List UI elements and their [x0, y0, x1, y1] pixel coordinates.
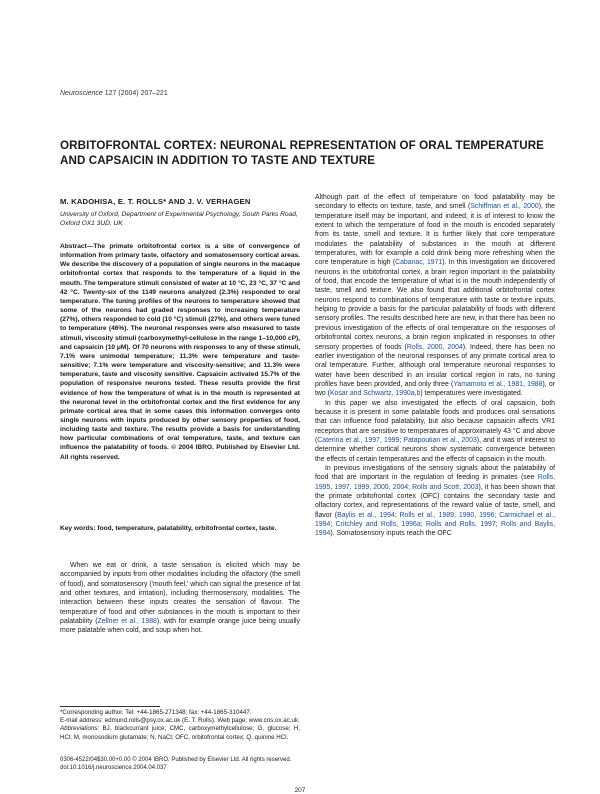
text-run: In previous investigations of the sensory signals about the palatability of food that are important in the regulation of feeding in primates (see — [315, 464, 555, 482]
footnote-divider — [60, 706, 160, 707]
text-run: In this paper we also investigated the effects of oral capsaicin, both because it is present in some palatable foods and produces oral sensations that can influence food palatability, but also because capsaicin affects VR1 receptors that are sensitive to temperatures of approximately 43 °C and above ( — [315, 399, 555, 444]
abbreviations-text: BJ, blackcurrant juice; CMC, carboxymethylcellulose; G, glucose; H, HCl; M, monosodium glutamate; N, NaCl; OFC, orbitofrontal cortex; Q, quinine HCl. — [60, 725, 300, 741]
intro-left-column — [60, 561, 300, 636]
copyright-block — [60, 756, 560, 772]
citation-link[interactable]: Cabanac, 1971 — [395, 259, 443, 267]
abstract: Abstract—The primate orbitofrontal cortex is a site of convergence of information from primary taste, olfactory and somatosensory cortical areas. We describe the discovery of a population of single neurons in the macaque orbitofrontal cortex that responds to the temperature of a liquid in the mouth. The temperature stimuli consisted of water at 10 °C, 23 °C, 37 °C and 42 °C. Twenty-six of the 1149 neurons analyzed (2.3%) responded to oral temperature. The tuning profiles of the neurons to temperature showed that some of the neurons had graded responses to increasing temperature (27%), others responded to cold (10 °C) stimuli (27%), and others were tuned to temperature (46%). The neuronal responses were also measured to taste stimuli, viscosity stimuli (carboxymethyl-cellulose in the range 1–10,000 cP), and capsaicin (10 μM). Of 70 neurons with responses to any of these stimuli, 7.1% were unimodal temperature; 11.3% were temperature and taste-sensitive; 7.1% were temperature and viscosity-sensitive; and 11.3% were temperature, taste and viscosity sensitive. Capsaicin activated 15.7% of the population of responsive neurons tested. These results provide the first evidence of how the temperature of what is in the mouth is represented at the neuronal level in the orbitofrontal cortex and the first evidence for any primate cortical area that in some cases this information converges onto single neurons with inputs produced by other sensory properties of food, including taste and texture. The results provide a basis for understanding how particular combinations of oral temperature, taste, and texture can influence the palatability of foods. © 2004 IBRO. Published by Elsevier Ltd. All rights reserved. — [60, 243, 300, 461]
citation-link[interactable]: Rolls, 1995, 1997, 1999, 2000, 2004; Rolls and Scott, 2003 — [315, 474, 555, 491]
citation-link[interactable]: Zellner et al., 1988 — [97, 618, 157, 626]
author-list: M. KADOHISA, E. T. ROLLS* AND J. V. VERHAGEN — [60, 197, 251, 206]
text-run: ), and it was of interest to determine whether cortical neurons show systematic convergence between the effects of certain temperatures and the effects of capsaicin in the mouth. — [315, 436, 555, 463]
journal-citation — [60, 90, 168, 97]
text-run: When we eat or drink, a taste sensation is elicited which may be accompanied by inputs from other modalities including the olfactory (the smell of food), and somatosensory ('mouth feel,' which can signal the presence of fat and other textures, and irritation), including thermosensory, modalities. The interaction between these inputs creates the sensation of flavour. The temperature of food and other substances in the mouth is important to their palatability ( — [60, 562, 300, 626]
article-title: ORBITOFRONTAL CORTEX: NEURONAL REPRESENTATION OF ORAL TEMPERATURE AND CAPSAICIN IN ADDITION TO TASTE AND TEXTURE — [60, 139, 544, 167]
corresponding-author-note: *Corresponding author. Tel: +44-1865-271348; fax: +44-1865-310447. — [60, 709, 252, 716]
citation-link[interactable]: Kosar and Schwartz, 1990a,b — [329, 390, 421, 398]
copyright-notice: 0306-4522/04$30.00+0.00 © 2004 IBRO. Published by Elsevier Ltd. All rights reserved. — [60, 757, 292, 763]
intro-paragraph — [315, 399, 555, 464]
text-run: ), the temperature itself may be important, and indeed, it is of interest to know the extent to which the temperature of food in the mouth is encoded separately from its taste, smell and texture. It is further likely that core temperature modulates the palatability of substances in the mouth at different temperatures, with for example a cold drink being more refreshing when the core temperature is high ( — [315, 203, 556, 267]
citation-link[interactable]: Caterina et al., 1997, 1999; Patapoutian et al., 2003 — [317, 436, 477, 444]
citation-link[interactable]: Schiffman et al., 2000 — [470, 203, 539, 211]
intro-paragraph — [315, 193, 555, 399]
intro-paragraph — [315, 464, 555, 539]
intro-right-column — [315, 193, 555, 539]
volume-pages: 127 (2004) 207–221 — [104, 90, 168, 97]
abbreviations-note — [60, 725, 300, 741]
journal-name: Neuroscience — [60, 90, 103, 97]
doi[interactable]: doi:10.1016/j.neuroscience.2004.04.037 — [60, 765, 167, 771]
text-run: ), or two ( — [315, 380, 555, 398]
text-run: ). Somatosensory inputs reach the OFC — [330, 530, 452, 538]
intro-paragraph — [60, 561, 300, 636]
text-run: ) temperatures were investigated. — [420, 390, 523, 398]
email-note: E-mail address: edmund.rolls@psy.ox.ac.uk (E. T. Rolls). Web page: www.cns.ox.ac.uk. — [60, 717, 300, 725]
text-run: ), with for example orange juice being usually more palatable when cold, and soup when hot. — [60, 618, 300, 635]
affiliation: University of Oxford, Department of Experimental Psychology, South Parks Road, Oxford OX1 3UD, UK — [60, 211, 298, 227]
citation-link[interactable]: Yamamoto et al., 1981, 1988 — [453, 380, 543, 388]
citation-link[interactable]: Baylis et al., 1994; Rolls et al., 1989, 1990, 1996; Carmichael et al., 1994; Critchley and Rolls, 1996a; Rolls and Rolls, 1997; Rolls and Baylis, 1994 — [315, 511, 555, 538]
abbreviations-label: Abbreviations: — [60, 725, 100, 733]
text-run: ). In this investigation we discovered neurons in the orbitofrontal cortex, a brain region important in the palatability of food, that encode the temperature of what is in the mouth independently of taste, smell and texture. We also found that additional orbitofrontal cortex neurons respond to combinations of temperature with taste or texture inputs, helping to provide a basis for the particular palatability of foods with different sensory profiles. The results described here are new, in that there has been no previous investigation of the effects of oral temperature on the responses of orbitofrontal cortex neurons, a brain region implicated in responses to other sensory properties of foods ( — [315, 259, 555, 351]
keywords: Key words: food, temperature, palatability, orbitofrontal cortex, taste. — [60, 525, 277, 532]
page-number: 207 — [294, 787, 306, 794]
text-run: ). Indeed, there has been no earlier investigation of the neuronal responses of any primate cortical area to oral temperature. Further, although oral temperature neuronal responses to water have been described in an insular cortical region in rats, no tuning profiles have been provided, and only three ( — [315, 343, 555, 388]
text-run: Although part of the effect of temperature on food palatability may be secondary to effects on texture, taste, and smell ( — [315, 194, 555, 211]
text-run: ), it has been shown that the primate orbitofrontal cortex (OFC) contains the secondary taste and olfactory cortex, and representations of the reward value of taste, smell, and flavor ( — [315, 483, 556, 519]
footnotes — [60, 709, 300, 742]
citation-link[interactable]: Rolls, 2000, 2004 — [406, 343, 463, 351]
